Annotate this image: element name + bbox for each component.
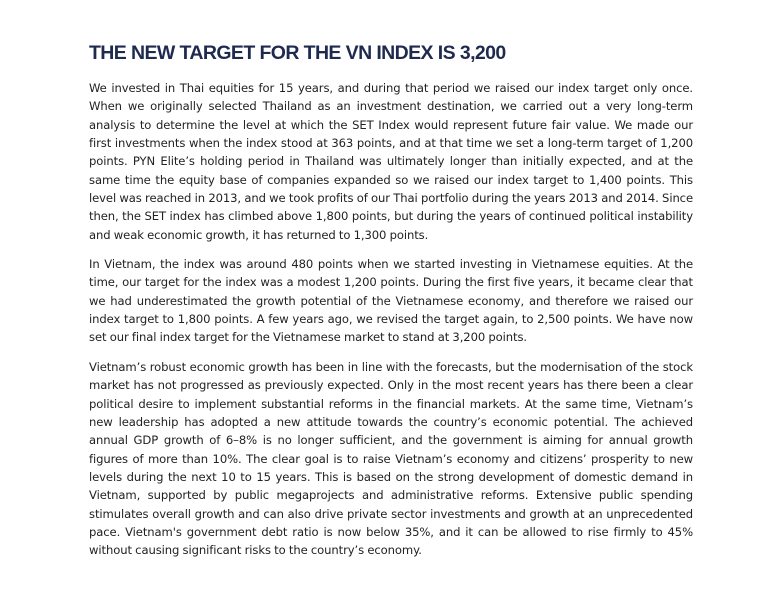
document-body bbox=[89, 79, 693, 571]
document-title: THE NEW TARGET FOR THE VN INDEX IS 3,200 bbox=[89, 42, 506, 64]
paragraph-thailand: We invested in Thai equities for 15 years, and during that period we raised our index target only once. When we originally selected Thailand as an investment destination, we carried out a very long-term analysis to determine the level at which the SET Index would represent future fair value. We made our first investments when the index stood at 363 points, and at that time we set a long-term target of 1,200 points. PYN Elite’s holding period in Thailand was ultimately longer than initially expected, and at the same time the equity base of companies expanded so we raised our index target to 1,400 points. This level was reached in 2013, and we took profits of our Thai portfolio during the years 2013 and 2014. Since then, the SET index has climbed above 1,800 points, but during the years of continued political instability and weak economic growth, it has returned to 1,300 points. bbox=[89, 81, 693, 242]
paragraph-vietnam-growth: Vietnam’s robust economic growth has been in line with the forecasts, but the modernisation of the stock market has not progressed as previously expected. Only in the most recent years has there been a clear political desire to implement substantial reforms in the financial markets. At the same time, Vietnam’s new leadership has adopted a new attitude towards the country’s economic potential. The achieved annual GDP growth of 6–8% is no longer sufficient, and the government is aiming for annual growth figures of more than 10%. The clear goal is to raise Vietnam’s economy and citizens’ prosperity to new levels during the next 10 to 15 years. This is based on the strong development of domestic demand in Vietnam, supported by public megaprojects and administrative reforms. Extensive public spending stimulates overall growth and can also drive private sector investments and growth at an unprecedented pace. Vietnam's government debt ratio is now below 35%, and it can be allowed to rise firmly to 45% without causing significant risks to the country’s economy. bbox=[89, 359, 693, 558]
paragraph-vietnam-index: In Vietnam, the index was around 480 points when we started investing in Vietnamese equities. At the time, our target for the index was a modest 1,200 points. During the first five years, it became clear that we had underestimated the growth potential of the Vietnamese economy, and therefore we raised our index target to 1,800 points. A few years ago, we revised the target again, to 2,500 points. We have now set our final index target for the Vietnamese market to stand at 3,200 points. bbox=[89, 257, 693, 345]
